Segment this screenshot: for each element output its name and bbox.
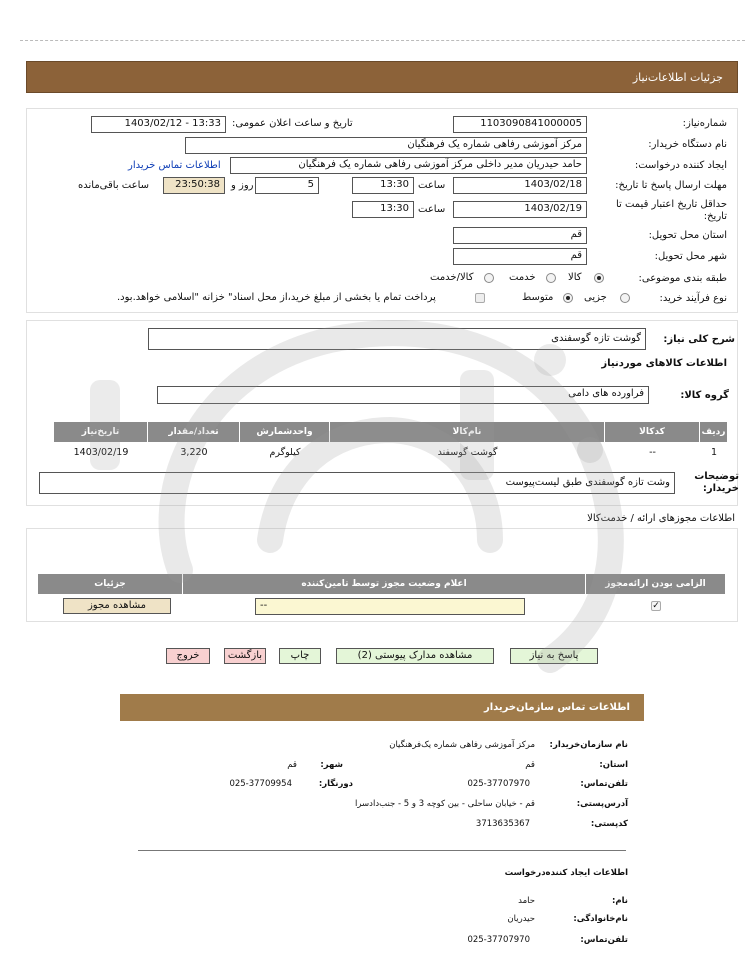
creator-label: ایجاد کننده درخواست: xyxy=(634,160,727,171)
buyer-desc-label: توضیحات خریدار: xyxy=(694,471,739,494)
days-label: روز و xyxy=(231,180,254,191)
contact-address: قم - خیابان ساحلی - بین کوچه 3 و 5 - جنب‌دادسرا xyxy=(355,799,535,809)
contact-divider xyxy=(138,850,626,851)
category-option-both: کالا/خدمت xyxy=(430,272,474,283)
category-option-service: خدمت xyxy=(509,272,536,283)
summary-label: شرح کلی نیاز: xyxy=(663,334,735,345)
province-field: قم xyxy=(453,227,587,244)
treasury-payment-note: پرداخت تمام یا بخشی از مبلغ خرید،از محل اسناد" خزانه "اسلامی خواهد.بود. xyxy=(117,292,436,303)
creator-info-title: اطلاعات ایجاد کننده‌درخواست xyxy=(504,868,628,878)
process-radio-medium[interactable] xyxy=(563,293,573,303)
creator-family: حیدریان xyxy=(507,914,535,924)
days-field: 5 xyxy=(255,177,319,194)
creator-family-label: نام‌خانوادگی: xyxy=(573,914,628,924)
buyer-contact-link[interactable]: اطلاعات تماس خریدار xyxy=(128,160,221,171)
col-name: نام‌کالا xyxy=(330,422,605,442)
contact-postal-label: کد‌پستی: xyxy=(590,819,628,829)
buyer-org-label: نام دستگاه خریدار: xyxy=(648,139,727,150)
permits-col-status: اعلام وضعیت مجوز توسط تامین‌کننده xyxy=(183,574,586,594)
contact-city-label: شهر: xyxy=(320,760,343,770)
validity-date-field: 1403/02/19 xyxy=(453,201,587,218)
contact-province-label: استان: xyxy=(599,760,628,770)
contact-province: قم xyxy=(525,760,535,770)
permits-col-required: الزامی بودن ارائه‌مجوز xyxy=(586,574,726,594)
creator-name-label: نام: xyxy=(611,896,628,906)
attachments-button[interactable]: مشاهده مدارک پیوستی (2) xyxy=(336,648,494,664)
creator-phone-label: تلفن‌تماس: xyxy=(580,935,628,945)
deadline-time-label: ساعت xyxy=(418,180,446,191)
category-option-goods: کالا xyxy=(568,272,582,283)
cell-unit: کیلوگرم xyxy=(269,447,301,458)
city-field: قم xyxy=(453,248,587,265)
col-qty: تعداد/مقدار xyxy=(148,422,240,442)
page-title: جزئیات اطلاعات‌نیاز xyxy=(632,71,723,84)
process-label: نوع فرآیند خرید: xyxy=(659,293,727,304)
contact-org: مرکز آموزشی رفاهی شماره یک‌فرهنگیان xyxy=(389,740,535,750)
remaining-label: ساعت باقی‌مانده xyxy=(78,180,150,191)
contact-fax-label: دورنگار: xyxy=(318,779,353,789)
cell-qty: 3,220 xyxy=(180,447,208,458)
deadline-time-field: 13:30 xyxy=(352,177,414,194)
cell-name: گوشت گوسفند xyxy=(437,447,498,458)
permit-status-field: -- xyxy=(255,598,525,615)
category-radio-goods[interactable] xyxy=(594,273,604,283)
contact-city: قم xyxy=(287,760,297,770)
creator-name: حامد xyxy=(518,896,535,906)
permits-title: اطلاعات مجوزهای ارائه / خدمت‌کالا xyxy=(587,513,735,524)
group-field: فراورده های دامی xyxy=(157,386,649,404)
col-unit: واحدشمارش xyxy=(240,422,330,442)
buyer-org-field: مرکز آموزشی رفاهی شماره یک فرهنگیان xyxy=(185,137,587,154)
summary-field: گوشت تازه گوسفندی xyxy=(148,328,646,350)
back-button[interactable]: بازگشت xyxy=(224,648,266,664)
category-label: طبقه بندی موضوعی: xyxy=(638,273,727,284)
need-no-label: شماره‌نیاز: xyxy=(682,118,727,129)
contact-postal: 3713635367 xyxy=(475,819,530,829)
cell-code: -- xyxy=(649,447,656,458)
validity-time-label: ساعت xyxy=(418,204,446,215)
deadline-label: مهلت ارسال پاسخ تا تاریخ: xyxy=(615,180,727,191)
contact-address-label: آدرس‌پستی: xyxy=(576,799,628,809)
contact-org-label: نام سازمان‌خریدار: xyxy=(549,740,628,750)
view-permit-button[interactable]: مشاهده مجوز xyxy=(63,598,171,614)
validity-time-field: 13:30 xyxy=(352,201,414,218)
cell-row-no: 1 xyxy=(710,447,718,458)
cell-date: 1403/02/19 xyxy=(73,447,129,458)
process-radio-minor[interactable] xyxy=(620,293,630,303)
page-header-bar xyxy=(26,61,738,93)
creator-phone: 025-37707970 xyxy=(467,935,530,945)
permits-col-details: جزئیات xyxy=(38,574,183,594)
col-row-no: ردیف xyxy=(700,422,728,442)
creator-field: حامد حیدریان مدیر داخلی مرکز آموزشی رفاهی شماره یک فرهنگیان xyxy=(230,157,587,174)
need-no-field: 1103090841000005 xyxy=(453,116,587,133)
contact-header-bar xyxy=(120,694,644,721)
validity-label: حداقل تاریخ اعتبار قیمت تا تاریخ: xyxy=(615,199,727,222)
process-option-minor: جزیی xyxy=(584,292,607,303)
contact-fax: 025-37709954 xyxy=(229,779,292,789)
province-label: استان محل تحویل: xyxy=(648,230,727,241)
permit-required-checkbox: ✓ xyxy=(652,601,660,611)
category-radio-service[interactable] xyxy=(546,273,556,283)
process-option-medium: متوسط xyxy=(522,292,554,303)
announce-label: تاریخ و ساعت اعلان عمومی: xyxy=(232,118,353,129)
city-label: شهر محل تحویل: xyxy=(654,251,727,262)
top-dashed-divider xyxy=(20,40,745,41)
reply-button[interactable]: پاسخ به نیاز xyxy=(510,648,598,664)
contact-title: اطلاعات تماس سازمان‌خریدار xyxy=(483,702,630,713)
col-code: کدکالا xyxy=(605,422,700,442)
category-radio-both[interactable] xyxy=(484,273,494,283)
deadline-date-field: 1403/02/18 xyxy=(453,177,587,194)
exit-button[interactable]: خروج xyxy=(166,648,210,664)
col-date: تاریخ‌نیاز xyxy=(54,422,148,442)
treasury-payment-checkbox[interactable] xyxy=(475,293,485,303)
group-label: گروه کالا: xyxy=(680,390,729,401)
print-button[interactable]: چاپ xyxy=(279,648,321,664)
buyer-desc-field: وشت تازه گوسفندی طبق لیست‌پیوست xyxy=(39,472,675,494)
goods-section-title: اطلاعات کالاهای مورد‌نیاز xyxy=(601,358,727,369)
remaining-time-field: 23:50:38 xyxy=(163,177,225,194)
announce-field: 1403/02/12 - 13:33 xyxy=(91,116,226,133)
contact-phone-label: تلفن‌تماس: xyxy=(580,779,628,789)
contact-phone: 025-37707970 xyxy=(467,779,530,789)
